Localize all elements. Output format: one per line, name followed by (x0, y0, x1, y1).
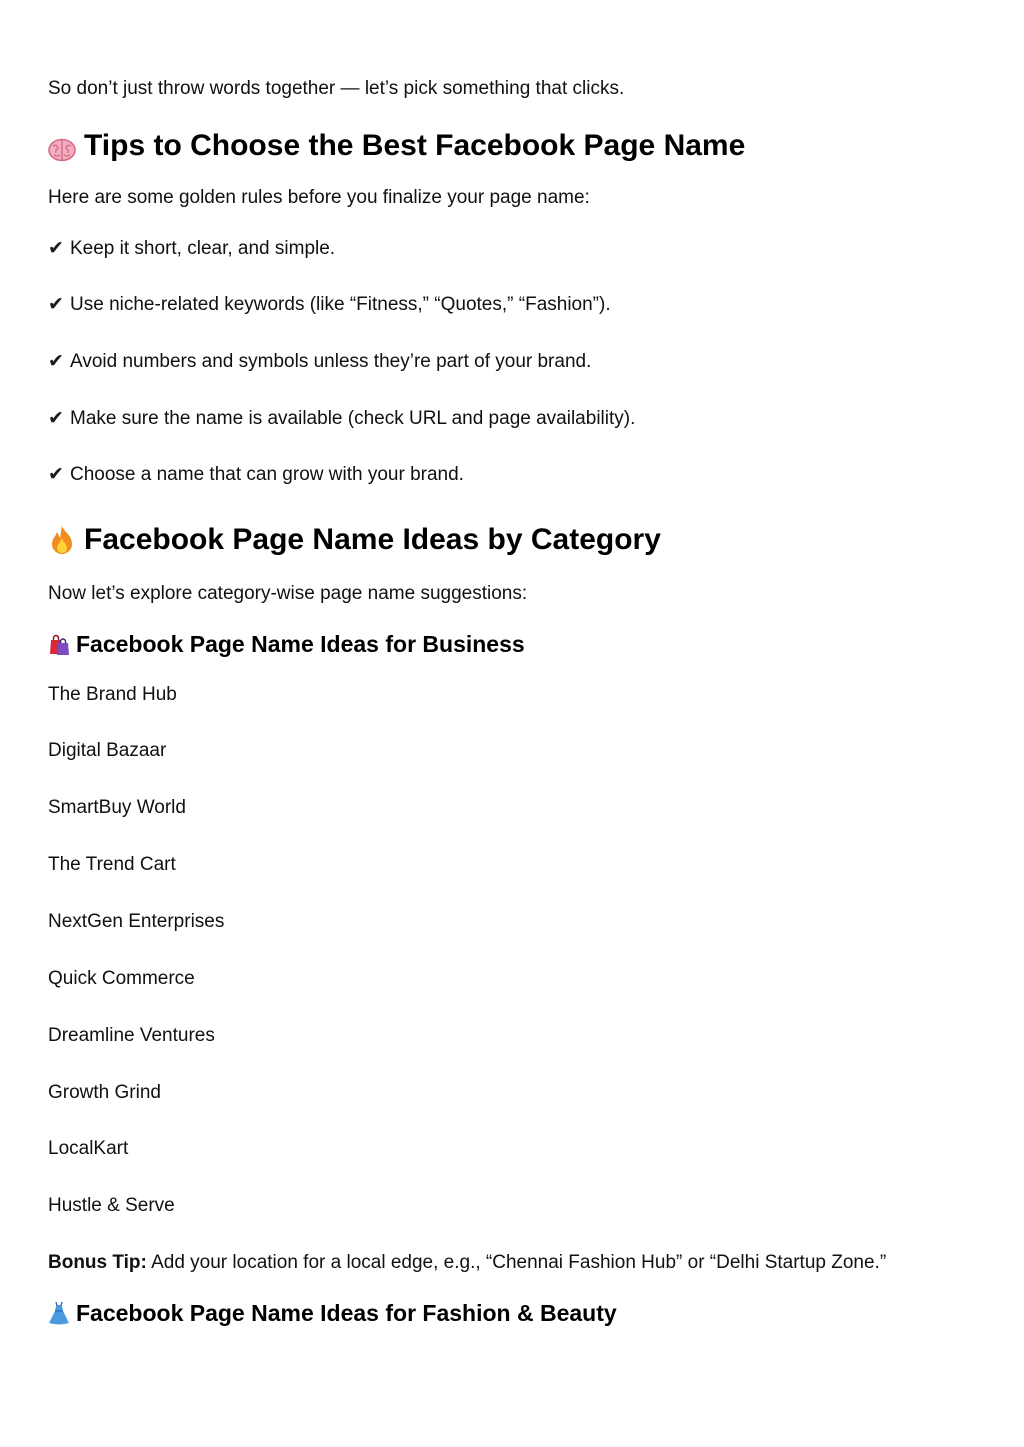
tips-heading (48, 127, 745, 165)
fire-icon (48, 525, 76, 555)
checkmark-icon: ✔ (48, 408, 64, 429)
tip-item (48, 237, 335, 261)
bonus-tip-text: Add your location for a local edge, e.g., “Chennai Fashion Hub” or “Delhi Startup Zone.” (146, 1252, 887, 1273)
checkmark-icon: ✔ (48, 238, 64, 259)
tip-item-text: Keep it short, clear, and simple. (70, 238, 336, 259)
tips-lead: Here are some golden rules before you finalize your page name: (48, 187, 590, 208)
tip-item (48, 463, 464, 487)
list-item: Digital Bazaar (48, 740, 167, 761)
list-item: Growth Grind (48, 1082, 161, 1103)
checkmark-icon: ✔ (48, 464, 64, 485)
list-item: SmartBuy World (48, 797, 186, 818)
dress-icon (48, 1301, 70, 1325)
intro-closing-line: So don’t just throw words together — let’s pick something that clicks. (48, 78, 625, 99)
brain-icon (48, 134, 76, 158)
bonus-tip (48, 1251, 886, 1275)
list-item: Quick Commerce (48, 968, 195, 989)
fashion-heading-text: Facebook Page Name Ideas for Fashion & Beauty (76, 1300, 617, 1326)
business-heading (48, 629, 525, 659)
ideas-heading (48, 521, 661, 559)
list-item: Hustle & Serve (48, 1195, 175, 1216)
business-heading-text: Facebook Page Name Ideas for Business (76, 631, 525, 657)
fashion-heading (48, 1298, 617, 1328)
tip-item (48, 350, 591, 374)
list-item: Dreamline Ventures (48, 1025, 215, 1046)
list-item: LocalKart (48, 1138, 129, 1159)
checkmark-icon: ✔ (48, 351, 64, 372)
tip-item-text: Avoid numbers and symbols unless they’re part of your brand. (70, 351, 592, 372)
checkmark-icon: ✔ (48, 294, 64, 315)
tip-item (48, 407, 635, 431)
bonus-tip-label: Bonus Tip: (48, 1252, 147, 1273)
ideas-lead: Now let’s explore category-wise page name suggestions: (48, 583, 528, 604)
tip-item (48, 293, 611, 317)
tips-heading-text: Tips to Choose the Best Facebook Page Name (84, 129, 746, 162)
list-item: The Brand Hub (48, 684, 177, 705)
list-item: The Trend Cart (48, 854, 176, 875)
list-item: NextGen Enterprises (48, 911, 225, 932)
shopping-bags-icon (48, 633, 70, 655)
tip-item-text: Make sure the name is available (check URL and page availability). (70, 408, 636, 429)
tip-item-text: Choose a name that can grow with your brand. (70, 464, 464, 485)
tip-item-text: Use niche-related keywords (like “Fitness,” “Quotes,” “Fashion”). (70, 294, 611, 315)
ideas-heading-text: Facebook Page Name Ideas by Category (84, 523, 661, 556)
